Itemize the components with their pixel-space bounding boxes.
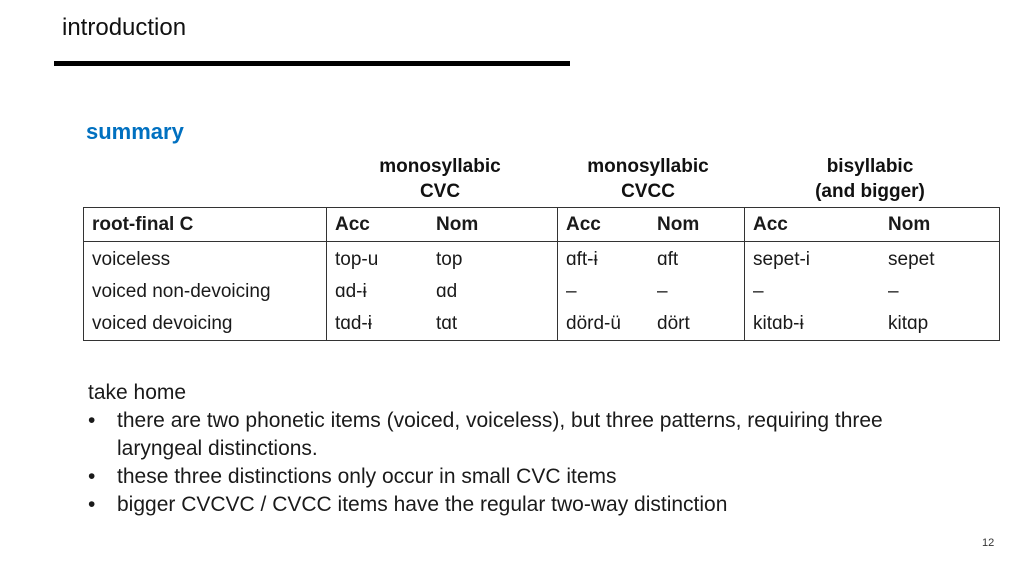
page-number: 12 [982, 537, 995, 549]
table-row [84, 276, 1000, 308]
table-cell: voiced devoicing [84, 308, 327, 341]
table-cell: ɑd-ɨ [335, 281, 367, 302]
group-header-monosyllabic-cvcc [568, 154, 728, 204]
table-cell: top-u [335, 249, 379, 270]
table-cell: kitɑp [888, 313, 929, 334]
title-underline-rule [54, 61, 570, 66]
list-item-text: these three distinctions only occur in small CVC items [117, 465, 617, 488]
table-cell: – [566, 281, 577, 302]
table-cell: voiced non-devoicing [84, 276, 327, 308]
column-header: Acc [327, 208, 429, 242]
table-cell: kitɑb-ɨ [753, 313, 804, 334]
group-header-line: CVCC [621, 181, 675, 202]
summary-table [83, 207, 1000, 341]
group-header-line: bisyllabic [826, 156, 914, 177]
column-header: Acc [745, 208, 881, 242]
section-heading: summary [86, 119, 184, 144]
group-header-bisyllabic [790, 154, 950, 204]
bullet-icon: • [88, 493, 96, 516]
list-item-text: bigger CVCVC / CVCC items have the regular two-way distinction [117, 493, 728, 516]
slide-title: introduction [62, 14, 187, 41]
group-header-line: (and bigger) [815, 181, 925, 202]
table-cell: – [649, 276, 745, 308]
table-cell: ɑft-ɨ [566, 249, 598, 270]
table-cell: – [753, 281, 764, 302]
take-home-section [88, 379, 968, 519]
list-item [88, 407, 968, 463]
table-cell: ɑft [649, 242, 745, 277]
column-header: root-final C [84, 208, 327, 242]
table-cell: – [888, 281, 899, 302]
table-cell: dörd-ü [566, 313, 621, 334]
group-header-line: CVC [419, 181, 461, 202]
table-cell: voiceless [84, 242, 327, 277]
table-cell: ɑd [428, 276, 558, 308]
column-header: Nom [880, 208, 1000, 242]
take-home-list [88, 407, 968, 519]
column-header: Nom [649, 208, 745, 242]
list-item-text: there are two phonetic items (voiced, voiceless), but three patterns, requiring three laryngeal distinctions. [117, 409, 883, 460]
table-header-row [84, 208, 1000, 242]
group-header-line: monosyllabic [379, 156, 501, 177]
group-header-monosyllabic-cvc [360, 154, 520, 204]
list-item [88, 491, 968, 519]
column-header: Nom [428, 208, 558, 242]
bullet-icon: • [88, 465, 96, 488]
take-home-heading: take home [88, 381, 187, 404]
table-cell: dört [649, 308, 745, 341]
table-cell: sepet-i [753, 249, 811, 270]
table-row [84, 242, 1000, 277]
column-header: Acc [558, 208, 650, 242]
group-header-line: monosyllabic [587, 156, 709, 177]
bullet-icon: • [88, 409, 96, 432]
table-row [84, 308, 1000, 341]
table-cell: tɑt [428, 308, 558, 341]
list-item [88, 463, 968, 491]
table-cell: top [428, 242, 558, 277]
table-cell: tɑd-ɨ [335, 313, 372, 334]
table-cell: sepet [888, 249, 935, 270]
